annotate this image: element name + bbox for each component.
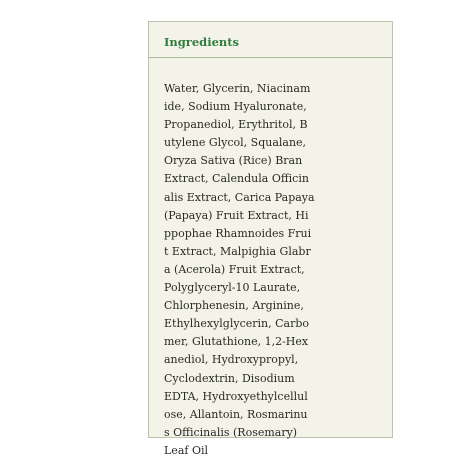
ingredients-line: ppophae Rhamnoides Frui [164,226,312,240]
ingredients-line: utylene Glycol, Squalane, [164,136,307,150]
ingredients-line: Propanediol, Erythritol, B [164,118,308,132]
ingredients-line: (Papaya) Fruit Extract, Hi [164,208,309,222]
ingredients-line: t Extract, Malpighia Glabr [164,244,311,258]
ingredients-line: EDTA, Hydroxyethylcellul [164,389,308,403]
ingredients-list [164,80,376,460]
ingredients-panel [148,21,393,457]
ingredients-line: s Officinalis (Rosemary) [164,425,298,439]
ingredients-line: Chlorphenesin, Arginine, [164,299,304,313]
ingredients-line: Water, Glycerin, Niacinam [164,82,311,95]
ingredients-line: anediol, Hydroxypropyl, [164,353,299,367]
ingredients-line: ose, Allantoin, Rosmarinu [164,407,308,421]
ingredients-line: Leaf Oil [164,443,208,457]
ingredients-line: Extract, Calendula Offici​n [164,172,309,186]
ingredients-line: Polyglyceryl-10 Laurate, [164,281,301,295]
ingredients-line: mer, Glutathione, 1,2-Hex [164,335,309,349]
heading-divider [149,57,392,58]
ingredients-line: a (Acerola) Fruit Extract, [164,262,305,276]
ingredients-line: Oryza Sativa (Rice) Bran [164,154,303,168]
ingredients-line: alis Extract, Carica Papaya [164,190,315,204]
ingredients-line: Ethylhexylglycerin, Carbo [164,317,309,331]
ingredients-line: Cyclodextrin, Disodium [164,371,295,385]
ingredients-line: ide, Sodium Hyaluronate, [164,100,307,114]
ingredients-heading: Ingredients [164,35,240,49]
